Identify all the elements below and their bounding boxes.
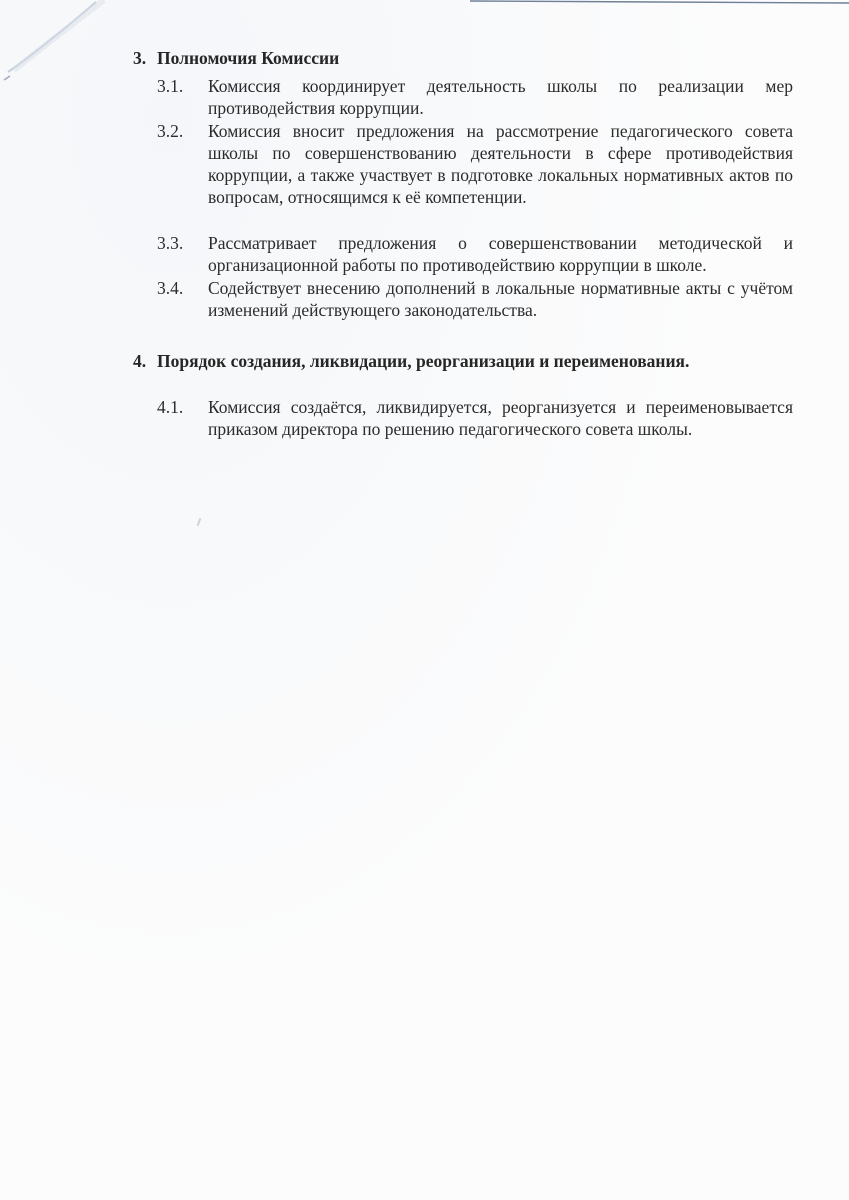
item-number: 3.4. [157, 278, 184, 298]
list-item-4-1 [157, 396, 793, 440]
scan-speck [197, 518, 202, 526]
section-heading-3 [133, 47, 339, 69]
item-number: 3.3. [157, 233, 184, 253]
section-title: Полномочия Комиссии [157, 48, 340, 68]
item-number: 4.1. [157, 397, 184, 417]
list-item-3-4 [157, 277, 793, 321]
section-number: 3. [133, 48, 147, 68]
list-item-3-1 [157, 75, 793, 119]
item-text: Рассматривает предложения о совершенствовании методической и организационной работы по противодействию коррупции в школе. [208, 233, 793, 275]
item-text: Содействует внесению дополнений в локальные нормативные акты с учётом изменений действующего законодательства. [208, 278, 793, 320]
item-number: 3.2. [157, 121, 184, 141]
scan-artifact-corner [0, 0, 110, 90]
section-title: Порядок создания, ликвидации, реорганизации и переименования. [157, 351, 690, 371]
item-text: Комиссия вносит предложения на рассмотрение педагогического совета школы по совершенствованию деятельности в сфере противодействия коррупции, а также участвует в подготовке локальных нормативных актов по вопросам, относящимся к её компетенции. [208, 121, 793, 207]
item-text: Комиссия создаётся, ликвидируется, реорганизуется и переименовывается приказом директора по решению педагогического совета школы. [208, 397, 793, 439]
scan-artifact-top-edge [470, 0, 849, 8]
item-number: 3.1. [157, 76, 184, 96]
list-item-3-3 [157, 232, 793, 276]
list-item-3-2 [157, 120, 793, 208]
section-number: 4. [133, 351, 147, 371]
item-text: Комиссия координирует деятельность школы по реализации мер противодействия коррупции. [208, 76, 793, 118]
section-heading-4 [133, 350, 689, 372]
